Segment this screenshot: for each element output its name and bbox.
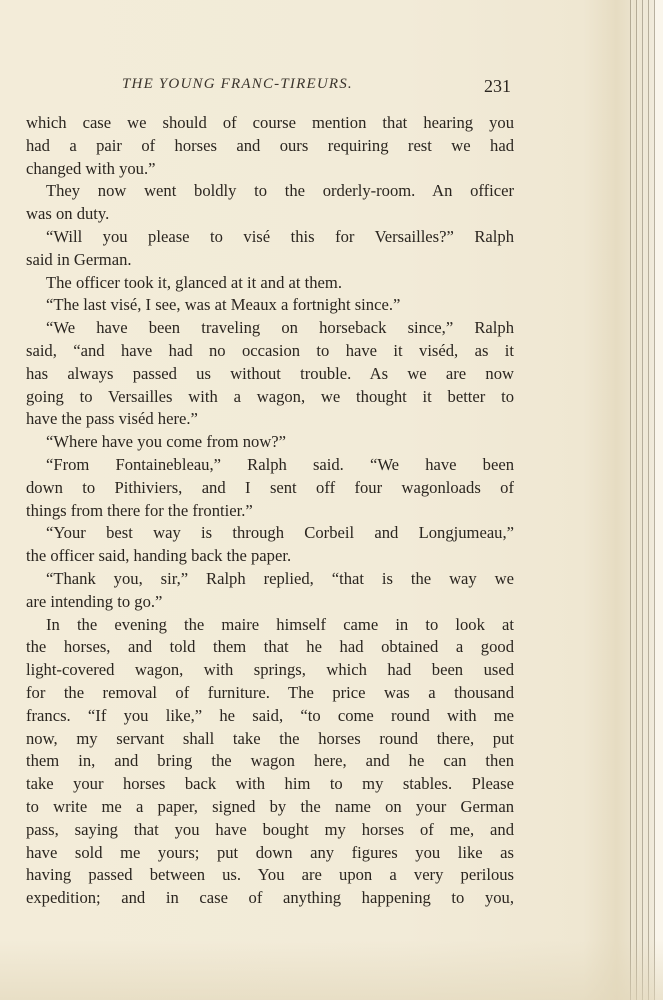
page-edge-strip [655, 0, 663, 1000]
text-line: has always passed us without trouble. As we are now [26, 363, 514, 383]
text-line: “We have been traveling on horseback since,” Ralph [46, 318, 514, 338]
text-line: to write me a paper, signed by the name on your German [26, 796, 514, 816]
text-line: now, my servant shall take the horses round there, put [26, 728, 514, 748]
text-line: “From Fontainebleau,” Ralph said. “We have been [46, 454, 514, 474]
text-line: take your horses back with him to my stables. Please [26, 774, 514, 794]
text-line: down to Pithiviers, and I sent off four wagonloads of [26, 477, 514, 497]
text-line: have the pass viséd here.” [26, 409, 198, 429]
text-line: said, “and have had no occasion to have it viséd, as it [26, 340, 514, 360]
text-line: light-covered wagon, with springs, which had been used [26, 660, 514, 680]
text-line: In the evening the maire himself came in to look at [46, 614, 514, 634]
text-line: The officer took it, glanced at it and at them. [46, 272, 342, 292]
text-line: “The last visé, I see, was at Meaux a fortnight since.” [46, 295, 401, 315]
text-line: expedition; and in case of anything happening to you, [26, 888, 514, 908]
page-bottom-shadow [0, 940, 663, 1000]
text-line: have sold me yours; put down any figures you like as [26, 842, 514, 862]
text-line: pass, saying that you have bought my horses of me, and [26, 819, 514, 839]
page-number: 231 [484, 76, 511, 96]
text-line: “Your best way is through Corbeil and Longjumeau,” [46, 523, 514, 543]
text-line: are intending to go.” [26, 591, 163, 611]
text-line: things from there for the frontier.” [26, 500, 253, 520]
running-header [0, 76, 620, 100]
text-line: them in, and bring the wagon here, and he can then [26, 751, 514, 771]
body-text [26, 112, 514, 910]
text-line: had a pair of horses and ours requiring rest we had [26, 135, 514, 155]
text-line: the officer said, handing back the paper. [26, 546, 292, 566]
text-line: the horses, and told them that he had obtained a good [26, 637, 514, 657]
text-line: said in German. [26, 249, 132, 269]
text-line: They now went boldly to the orderly-room. An officer [46, 181, 514, 201]
text-line: going to Versailles with a wagon, we thought it better to [26, 386, 514, 406]
running-title: THE YOUNG FRANC-TIREURS. [122, 76, 353, 92]
text-line: “Will you please to visé this for Versailles?” Ralph [46, 226, 514, 246]
text-line: which case we should of course mention that hearing you [26, 113, 514, 132]
text-line: “Thank you, sir,” Ralph replied, “that is the way we [46, 568, 514, 588]
text-line: was on duty. [26, 204, 110, 224]
text-line: “Where have you come from now?” [46, 432, 287, 452]
text-line: for the removal of furniture. The price was a thousand [26, 682, 514, 702]
text-line: francs. “If you like,” he said, “to come round with me [26, 705, 514, 725]
text-line: having passed between us. You are upon a very perilous [26, 865, 514, 885]
text-line: changed with you.” [26, 158, 156, 178]
